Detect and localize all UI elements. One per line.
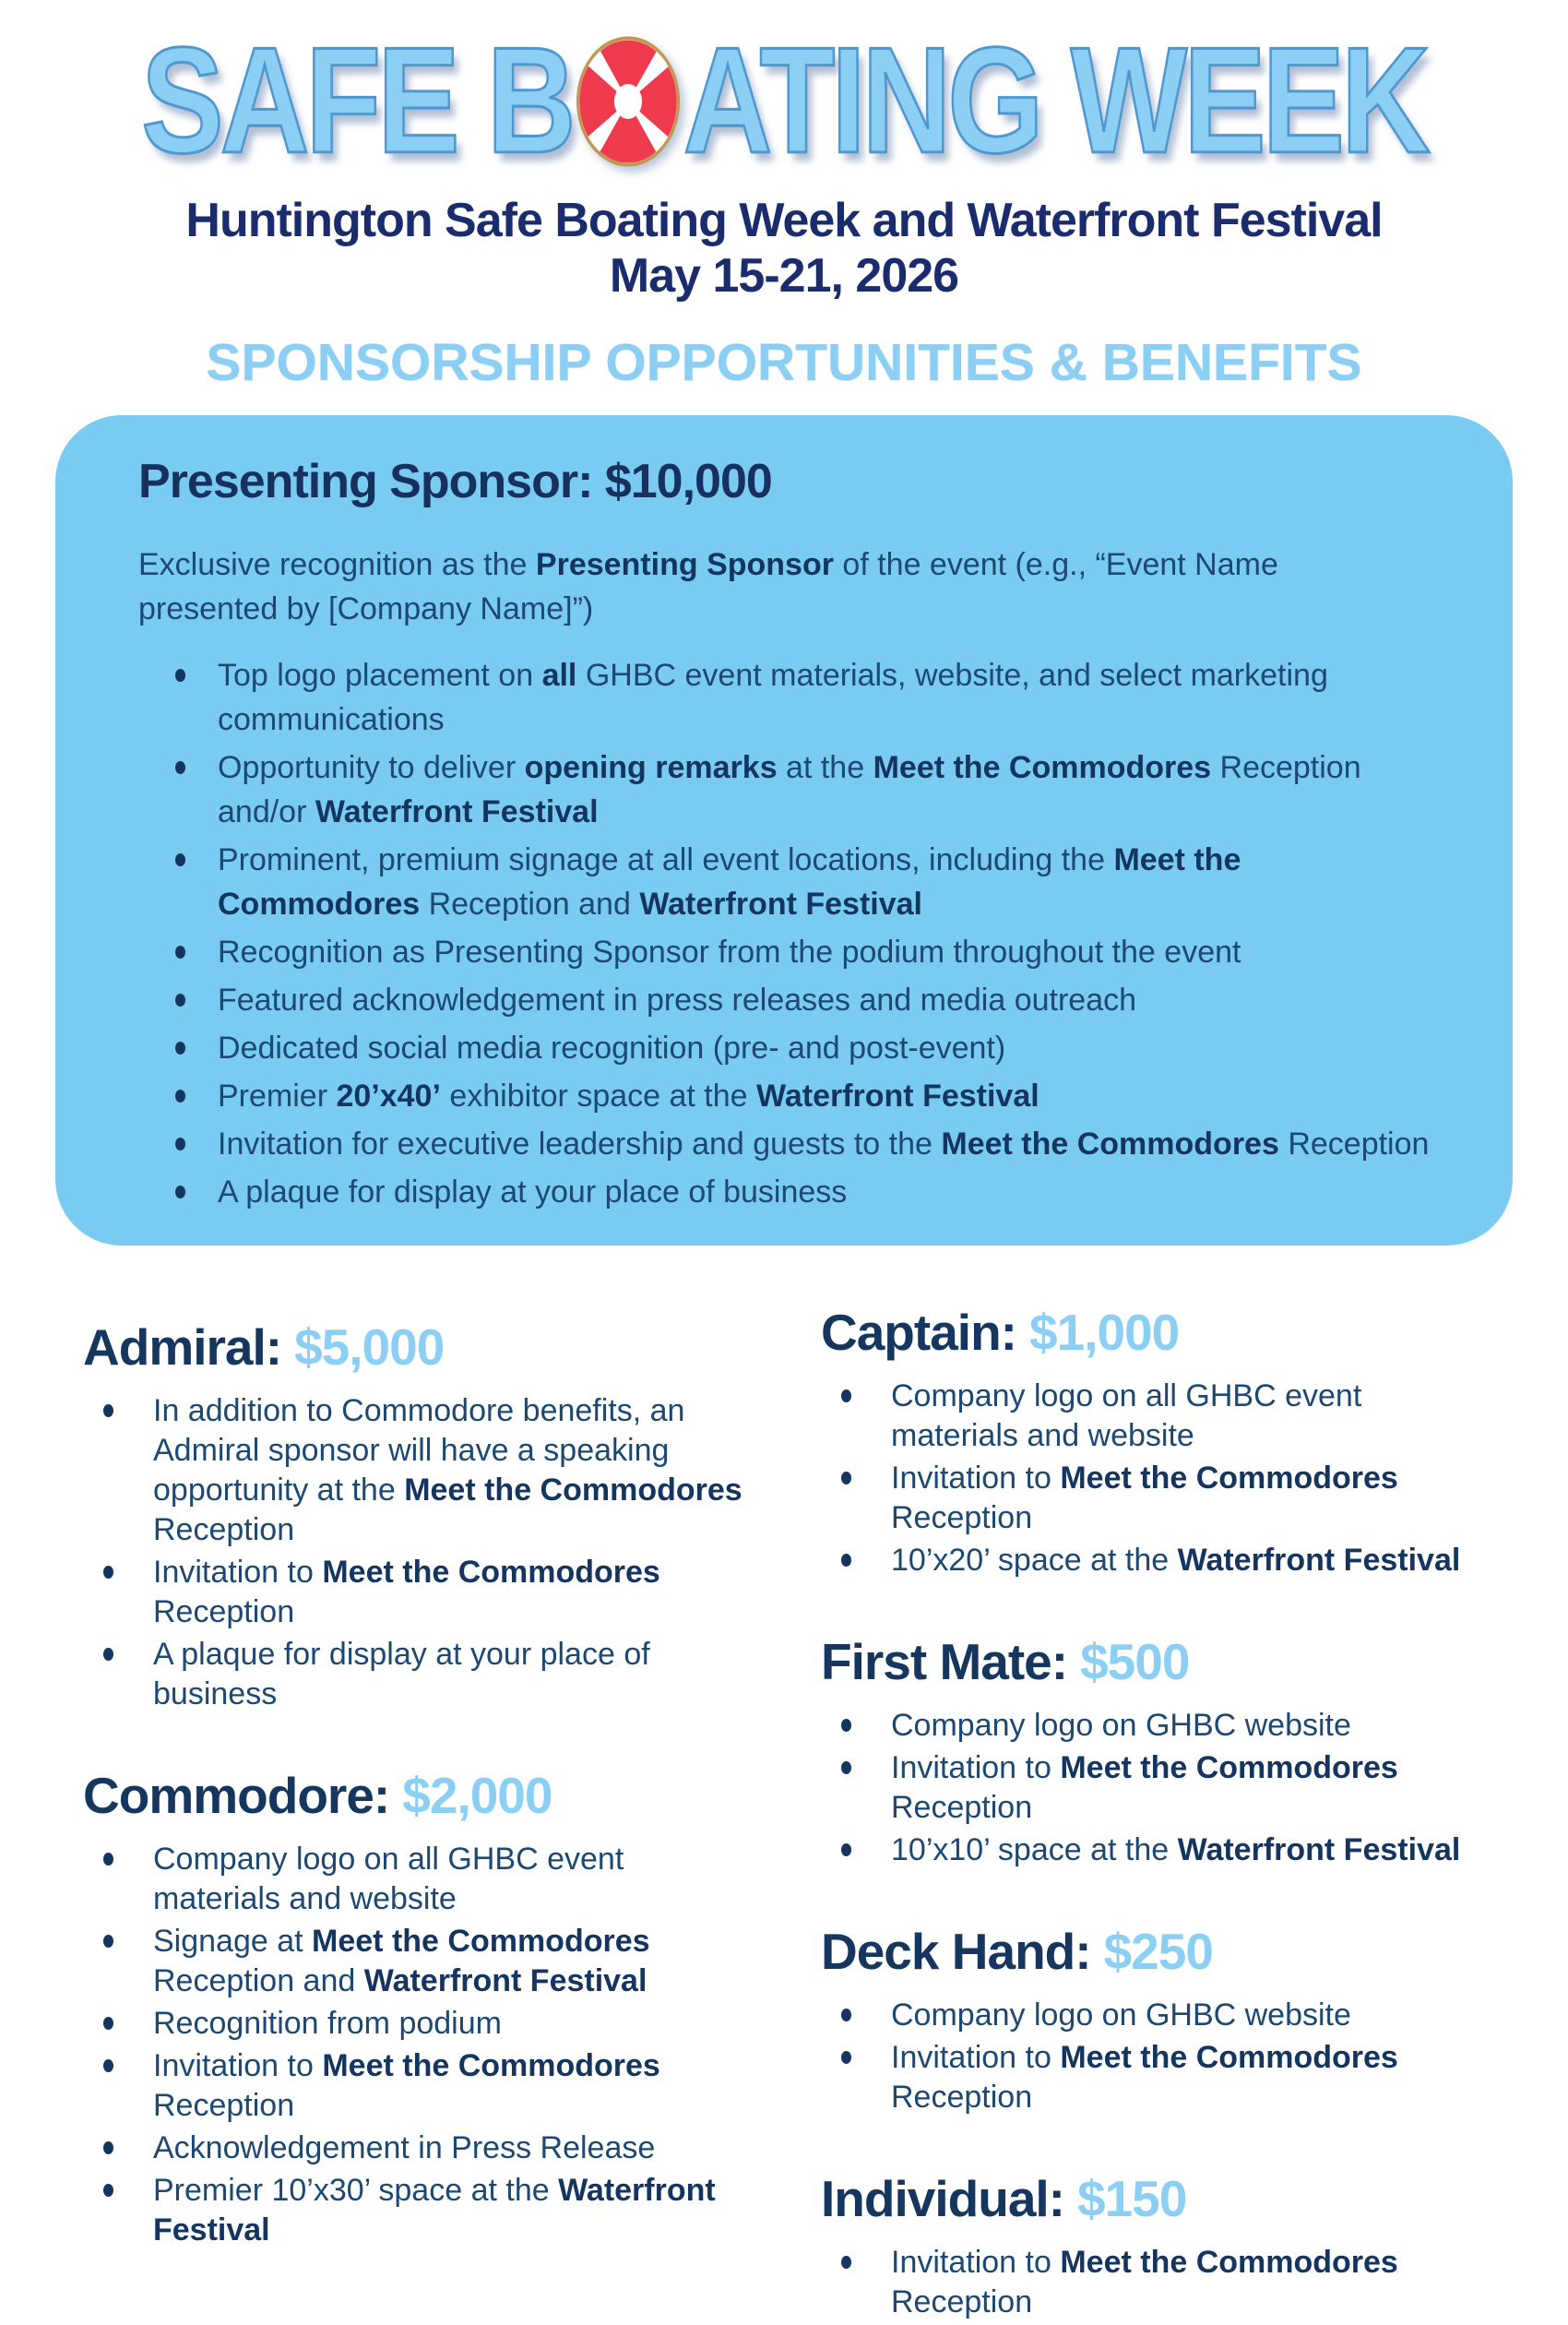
tier-benefits-list xyxy=(83,1391,747,1714)
tier-name: Deck Hand: xyxy=(821,1923,1091,1980)
sponsorship-heading: SPONSORSHIP OPPORTUNITIES & BENEFITS xyxy=(206,333,1362,392)
life-ring-icon xyxy=(575,34,682,169)
benefit-item: A plaque for display at your place of business xyxy=(138,1170,1430,1214)
benefit-item: Signage at Meet the Commodores Reception and Waterfront Festival xyxy=(83,1922,747,2001)
tier-captain xyxy=(821,1303,1485,1580)
benefit-item: Invitation to Meet the Commodores Reception xyxy=(821,2038,1485,2117)
event-title: Huntington Safe Boating Week and Waterfront Festival xyxy=(185,194,1383,247)
benefit-item: Company logo on GHBC website xyxy=(821,1996,1485,2035)
tier-name: Admiral: xyxy=(83,1318,282,1376)
presenting-sponsor-card xyxy=(55,415,1513,1246)
sponsorship-tiers xyxy=(0,1303,1568,2325)
tier-price: $2,000 xyxy=(402,1767,552,1824)
tier-heading xyxy=(83,1766,747,1825)
logo xyxy=(0,17,1568,185)
tier-price: $500 xyxy=(1080,1633,1190,1690)
tiers-left-column xyxy=(83,1303,747,2325)
tier-price: $1,000 xyxy=(1029,1304,1180,1361)
tiers-right-column xyxy=(821,1303,1485,2325)
benefit-item: In addition to Commodore benefits, an Admiral sponsor will have a speaking opportunity at the Meet the Commodores Reception xyxy=(83,1391,747,1550)
event-dates: May 15-21, 2026 xyxy=(609,249,959,303)
benefit-item: Premier 10’x30’ space at the Waterfront Festival xyxy=(83,2171,747,2250)
benefit-item: Top logo placement on all GHBC event materials, website, and select marketing communications xyxy=(138,653,1430,742)
benefit-item: Recognition from podium xyxy=(83,2004,747,2044)
benefit-item: Dedicated social media recognition (pre- and post-event) xyxy=(138,1026,1430,1070)
tier-heading xyxy=(821,1303,1485,1362)
tier-admiral xyxy=(83,1318,747,1714)
benefit-item: Prominent, premium signage at all event locations, including the Meet the Commodores Reception and Waterfront Festival xyxy=(138,838,1430,926)
tier-benefits-list xyxy=(83,1840,747,2250)
benefit-item: Recognition as Presenting Sponsor from the podium throughout the event xyxy=(138,930,1430,974)
tier-price: $5,000 xyxy=(294,1318,445,1376)
logo-text-left: SAFE B xyxy=(141,17,573,185)
tier-name: First Mate: xyxy=(821,1633,1068,1690)
tier-heading xyxy=(821,1632,1485,1691)
tier-name: Commodore: xyxy=(83,1767,390,1824)
flyer-page xyxy=(0,17,1568,2319)
tier-deck-hand xyxy=(821,1922,1485,2117)
benefit-item: Invitation to Meet the Commodores Reception xyxy=(821,1748,1485,1828)
tier-benefits-list xyxy=(821,2243,1485,2322)
tier-heading xyxy=(821,1922,1485,1981)
benefit-item: 10’x20’ space at the Waterfront Festival xyxy=(821,1541,1485,1580)
benefit-item: Company logo on all GHBC event materials and website xyxy=(83,1840,747,1919)
presenting-title: Presenting Sponsor: $10,000 xyxy=(138,455,772,508)
tier-benefits-list xyxy=(821,1377,1485,1580)
benefit-item: Opportunity to deliver opening remarks at the Meet the Commodores Reception and/or Waterfront Festival xyxy=(138,745,1430,834)
tier-price: $250 xyxy=(1103,1923,1213,1980)
tier-benefits-list xyxy=(821,1996,1485,2117)
presenting-intro: Exclusive recognition as the Presenting Sponsor of the event (e.g., “Event Name presented by [Company Name]”) xyxy=(138,547,1278,626)
tier-price: $150 xyxy=(1077,2170,1187,2227)
logo-text-right: ATING WEEK xyxy=(683,17,1427,185)
benefit-item: Company logo on GHBC website xyxy=(821,1706,1485,1746)
benefit-item: Invitation to Meet the Commodores Reception xyxy=(83,1553,747,1632)
tier-name: Captain: xyxy=(821,1304,1016,1361)
benefit-item: 10’x10’ space at the Waterfront Festival xyxy=(821,1830,1485,1870)
benefit-item: A plaque for display at your place of business xyxy=(83,1635,747,1714)
benefit-item: Company logo on all GHBC event materials and website xyxy=(821,1377,1485,1456)
benefit-item: Invitation to Meet the Commodores Reception xyxy=(83,2046,747,2126)
tier-heading xyxy=(821,2169,1485,2228)
tier-commodore xyxy=(83,1766,747,2250)
presenting-benefits-list xyxy=(138,653,1430,1214)
benefit-item: Invitation to Meet the Commodores Reception xyxy=(821,1459,1485,1538)
tier-heading xyxy=(83,1318,747,1377)
benefit-item: Premier 20’x40’ exhibitor space at the Waterfront Festival xyxy=(138,1074,1430,1118)
tier-individual xyxy=(821,2169,1485,2322)
benefit-item: Acknowledgement in Press Release xyxy=(83,2128,747,2168)
benefit-item: Invitation for executive leadership and guests to the Meet the Commodores Reception xyxy=(138,1122,1430,1166)
tier-name: Individual: xyxy=(821,2170,1064,2227)
benefit-item: Featured acknowledgement in press releases and media outreach xyxy=(138,978,1430,1022)
benefit-item: Invitation to Meet the Commodores Reception xyxy=(821,2243,1485,2322)
tier-benefits-list xyxy=(821,1706,1485,1870)
tier-first-mate xyxy=(821,1632,1485,1870)
